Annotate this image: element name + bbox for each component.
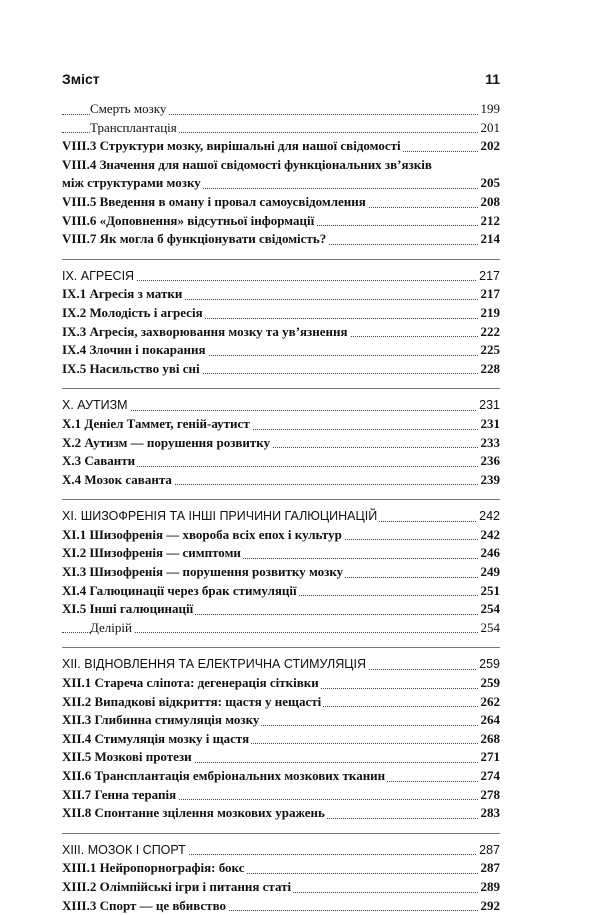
toc-entry-title: IX.1 Агресія з матки <box>62 285 184 304</box>
toc-chapter-entry <box>62 841 500 860</box>
toc-entry-page: 208 <box>479 193 501 212</box>
toc-entry-title: VIII.7 Як могла б функціонувати свідомість? <box>62 230 328 249</box>
toc-chapter-entry <box>62 396 500 415</box>
toc-entry-page: 239 <box>479 471 501 490</box>
toc-entry <box>62 859 500 878</box>
toc-entry-title: IX.3 Агресія, захворювання мозку та ув’язнення <box>62 323 350 342</box>
toc-entry-page: 246 <box>479 544 501 563</box>
toc-entry-page: 231 <box>477 396 500 415</box>
toc-entry-title: Смерть мозку <box>90 100 168 119</box>
toc-entry-page: 217 <box>479 285 501 304</box>
toc-entry-page: 225 <box>479 341 501 360</box>
toc-entry-title: XII.4 Стимуляція мозку і щастя <box>62 730 251 749</box>
toc-entry-title: XIII.1 Нейропорнографія: бокс <box>62 859 247 878</box>
toc-entry-title: XI. ШИЗОФРЕНІЯ ТА ІНШІ ПРИЧИНИ ГАЛЮЦИНАЦІЙ <box>62 507 379 526</box>
toc-entry <box>62 156 500 175</box>
toc-entry-title: XII.7 Генна терапія <box>62 786 178 805</box>
toc-entry <box>62 897 500 915</box>
section-divider <box>62 647 500 648</box>
toc-entry <box>62 452 500 471</box>
toc-entry-title: VIII.6 «Доповнення» відсутньої інформації <box>62 212 316 231</box>
toc-entry <box>62 711 500 730</box>
toc-entry-title: Делірій <box>90 619 134 638</box>
toc-entry <box>62 526 500 545</box>
toc-entry-title: XII.8 Спонтанне зцілення мозкових уражень <box>62 804 327 823</box>
toc-entry <box>62 360 500 379</box>
toc-entry-page: 199 <box>479 100 501 119</box>
toc-entry-title: IX.5 Насильство уві сні <box>62 360 202 379</box>
toc-entry-title: X.2 Аутизм — порушення розвитку <box>62 434 272 453</box>
toc-entry <box>62 674 500 693</box>
toc-entry-title: XI.4 Галюцинації через брак стимуляції <box>62 582 299 601</box>
table-of-contents <box>62 100 500 915</box>
toc-entry-title: VIII.4 Значення для нашої свідомості функціональних зв’язків <box>62 156 434 175</box>
toc-entry-title: X.3 Саванти <box>62 452 137 471</box>
toc-entry-page: 222 <box>479 323 501 342</box>
toc-entry <box>62 323 500 342</box>
toc-entry-page: 202 <box>479 137 501 156</box>
toc-chapter-entry <box>62 655 500 674</box>
toc-entry-page: 259 <box>477 655 500 674</box>
toc-entry <box>62 582 500 601</box>
section-divider <box>62 259 500 260</box>
toc-entry-page: 289 <box>479 878 501 897</box>
toc-entry-page: 251 <box>479 582 501 601</box>
toc-entry-page: 259 <box>479 674 501 693</box>
toc-entry-page: 254 <box>479 600 501 619</box>
toc-entry <box>62 137 500 156</box>
toc-entry-title: XII.1 Стареча сліпота: дегенерація сітківки <box>62 674 321 693</box>
toc-entry-title: XI.5 Інші галюцинації <box>62 600 195 619</box>
toc-entry-title: Трансплантація <box>90 119 179 138</box>
toc-entry-page: 201 <box>479 119 501 138</box>
toc-entry-page: 283 <box>479 804 501 823</box>
toc-entry-page: 228 <box>479 360 501 379</box>
toc-entry-title: X. АУТИЗМ <box>62 396 130 415</box>
toc-entry-page: 231 <box>479 415 501 434</box>
toc-entry-page: 214 <box>479 230 501 249</box>
toc-entry-title: XIII.3 Спорт — це вбивство <box>62 897 228 915</box>
toc-entry <box>62 767 500 786</box>
toc-entry <box>62 786 500 805</box>
section-divider <box>62 833 500 834</box>
toc-entry-page: 268 <box>479 730 501 749</box>
toc-entry-page: 274 <box>479 767 501 786</box>
toc-entry <box>62 415 500 434</box>
toc-entry-title: XI.2 Шизофренія — симптоми <box>62 544 243 563</box>
toc-entry <box>62 212 500 231</box>
toc-entry-title: XII.6 Трансплантація ембріональних мозкових тканин <box>62 767 387 786</box>
toc-entry <box>62 619 500 638</box>
toc-entry-title: XIII. МОЗОК І СПОРТ <box>62 841 188 860</box>
toc-entry <box>62 285 500 304</box>
section-divider <box>62 499 500 500</box>
toc-entry <box>62 878 500 897</box>
toc-entry-page: 287 <box>477 841 500 860</box>
toc-entry <box>62 730 500 749</box>
toc-entry-title: IX.2 Молодість і агресія <box>62 304 205 323</box>
toc-entry-title: VIII.5 Введення в оману і провал самоусвідомлення <box>62 193 368 212</box>
toc-entry <box>62 119 500 138</box>
toc-entry-page: 205 <box>479 174 501 193</box>
toc-entry <box>62 434 500 453</box>
toc-entry <box>62 693 500 712</box>
toc-entry-page: 264 <box>479 711 501 730</box>
toc-entry <box>62 544 500 563</box>
toc-entry-title: XIII.2 Олімпійські ігри і питання статі <box>62 878 293 897</box>
toc-entry-title: IX. АГРЕСІЯ <box>62 267 136 286</box>
toc-entry <box>62 100 500 119</box>
toc-entry-title: XI.3 Шизофренія — порушення розвитку мозку <box>62 563 345 582</box>
toc-entry-page: 242 <box>477 507 500 526</box>
toc-entry <box>62 471 500 490</box>
toc-entry <box>62 304 500 323</box>
toc-entry-page: 278 <box>479 786 501 805</box>
toc-entry <box>62 341 500 360</box>
toc-entry <box>62 174 500 193</box>
toc-entry-page: 233 <box>479 434 501 453</box>
toc-entry-title: між структурами мозку <box>62 174 203 193</box>
toc-chapter-entry <box>62 267 500 286</box>
toc-entry <box>62 563 500 582</box>
toc-entry-page: 242 <box>479 526 501 545</box>
toc-entry-page: 262 <box>479 693 501 712</box>
toc-entry <box>62 230 500 249</box>
toc-entry-title: XII.3 Глибинна стимуляція мозку <box>62 711 261 730</box>
toc-entry-page: 292 <box>479 897 501 915</box>
toc-entry-title: IX.4 Злочин і покарання <box>62 341 208 360</box>
toc-entry <box>62 804 500 823</box>
toc-entry <box>62 748 500 767</box>
toc-entry-title: XII.5 Мозкові протези <box>62 748 194 767</box>
toc-entry-page: 287 <box>479 859 501 878</box>
header-title: Зміст <box>62 71 100 87</box>
toc-entry-title: VIII.3 Структури мозку, вирішальні для нашої свідомості <box>62 137 403 156</box>
toc-chapter-entry <box>62 507 500 526</box>
toc-entry-title: X.1 Деніел Таммет, геній-аутист <box>62 415 252 434</box>
toc-entry-title: XII. ВІДНОВЛЕННЯ ТА ЕЛЕКТРИЧНА СТИМУЛЯЦІЯ <box>62 655 368 674</box>
toc-entry <box>62 600 500 619</box>
toc-entry-page: 249 <box>479 563 501 582</box>
toc-entry-page: 236 <box>479 452 501 471</box>
header-page-number: 11 <box>485 71 500 87</box>
toc-entry-page: 254 <box>479 619 501 638</box>
toc-entry-page: 219 <box>479 304 501 323</box>
toc-entry-page: 271 <box>479 748 501 767</box>
running-header <box>62 71 500 91</box>
toc-entry <box>62 193 500 212</box>
toc-entry-title: XII.2 Випадкові відкриття: щастя у нещасті <box>62 693 323 712</box>
toc-entry-title: X.4 Мозок саванта <box>62 471 174 490</box>
toc-entry-page: 212 <box>479 212 501 231</box>
toc-entry-title: XI.1 Шизофренія — хвороба всіх епох і культур <box>62 526 344 545</box>
section-divider <box>62 388 500 389</box>
toc-entry-page: 217 <box>477 267 500 286</box>
